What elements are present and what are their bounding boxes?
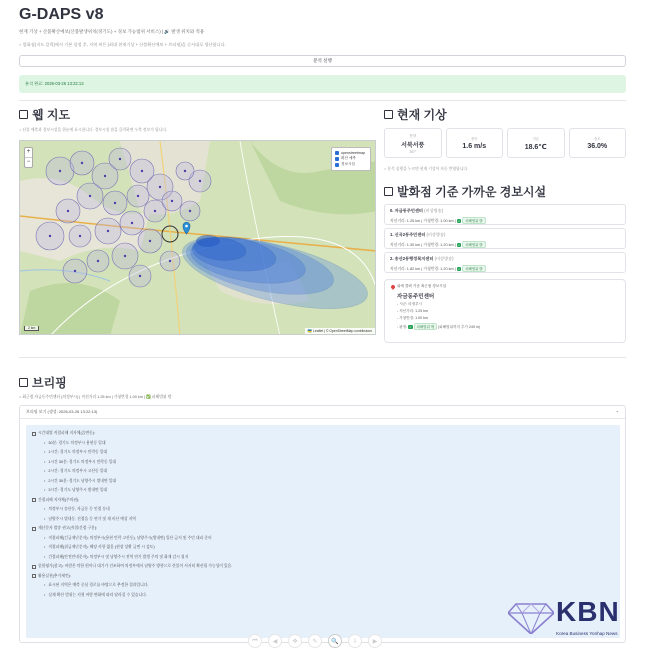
facility-marker[interactable] [59, 170, 61, 172]
popup-line: - 시군: 의정부시 [397, 302, 423, 306]
map-scale-bar: 2 km [24, 326, 39, 331]
facility-marker[interactable] [49, 235, 51, 237]
briefing-item: • 직접피해(긴급재난문자): 의정부시(용현 민락 고산동), 남양주시(별내면) 입산 금지 및 주민 대피 준비 [44, 536, 614, 541]
facility-item[interactable] [384, 204, 626, 225]
briefing-section-title-text: 브리핑 [32, 376, 67, 390]
briefing-item: • 1시간 30분: 경기도 의정부시 민락동 일대 [44, 460, 614, 465]
card-value: 1.6 m/s [462, 143, 487, 150]
chat-icon[interactable]: ✎ [308, 634, 322, 648]
facility-status: 피해범위 밖 [462, 241, 485, 248]
facility-marker[interactable] [114, 202, 116, 204]
divider [19, 357, 626, 358]
facility-marker[interactable] [184, 170, 186, 172]
facility-details: 직선거리: 1.25 km | 가청반경: 1.00 km | ✓ 피해범위 밖 [390, 217, 620, 224]
briefing-item: • 표시된 지역은 예측 중심 경로를 바탕으로 추정한 결과입니다. [44, 583, 614, 588]
map-section-title-text: 웹 지도 [32, 108, 71, 122]
app-caption: ○ 발화점(지도 클릭)에서 기본 설정 후, 지역 버튼 (최대 현재기상 + 산불확산예보 + 브리핑)을 순서대로 생산합니다. [19, 42, 226, 47]
facility-name-text: 1. 신곡2동주민센터 [390, 232, 426, 237]
app-subtitle: 현재 기상 + 산불확산예보(산불발생위치(경기도) + 경보 가능범위 서비스) | 🔊 발생 위치와 적용 [19, 29, 205, 34]
kbn-logo-text: KBN [556, 596, 620, 627]
facility-details: 직선거리: 1.30 km | 가청반경: 1.20 km | ✓ 피해범위 밖 [390, 241, 620, 248]
bottom-toolbar [248, 634, 382, 652]
next-icon[interactable]: ▶ [368, 634, 382, 648]
nearest-facility-popup [384, 279, 626, 343]
facility-range: 가청반경: 1.00 km [423, 219, 454, 223]
card-subvalue: 297° [409, 149, 417, 154]
web-map[interactable] [19, 140, 376, 335]
checkbox-icon [32, 527, 36, 531]
facility-marker[interactable] [159, 186, 161, 188]
facility-marker[interactable] [79, 235, 81, 237]
popup-line: - 가청반경: 1.00 km [397, 316, 428, 320]
briefing-section-heading [32, 431, 614, 436]
check-icon: ✓ [457, 219, 461, 223]
briefing-heading-text: 종합평가(참고): 바람은 약한 편이나 대기가 건조하여 의정부에서 남양주 방향으로 산불이 서서히 확산될 가능성이 있음. [38, 564, 233, 568]
facility-status: 피해범위 밖 [462, 217, 485, 224]
checkbox-icon [32, 432, 36, 436]
facility-name [390, 232, 620, 238]
popup-status-note: (피해범위까지 추가 249 m) [437, 325, 481, 329]
briefing-heading-text: 활용실천(추가제언): [38, 573, 71, 578]
map-pin-icon [390, 284, 396, 290]
pointer-icon[interactable]: ✥ [288, 634, 302, 648]
briefing-item: • 간접피해(안전안내문자): 의정부시 및 남양주시 전역 연기 발생 주의 및 화재 감시 철저 [44, 555, 614, 560]
checkbox-icon [19, 110, 28, 119]
run-analysis-button[interactable]: 분석 실행 [19, 55, 626, 67]
map-section-title [19, 106, 70, 123]
facility-marker[interactable] [107, 230, 109, 232]
spread-polygon-30m [196, 235, 220, 247]
briefing-heading-text: 간접피해 지자체(주의권): [38, 497, 80, 502]
checkbox-icon[interactable] [335, 151, 339, 155]
facility-item[interactable] [384, 228, 626, 249]
facility-marker[interactable] [169, 260, 171, 262]
facility-marker[interactable] [137, 195, 139, 197]
briefing-section-title [19, 374, 67, 391]
briefing-heading-text: 재난문자 발송 권고(직접/간접 구분): [38, 526, 98, 530]
layer-item[interactable] [335, 156, 367, 161]
briefing-item: • 남양주시 별내동, 진접읍 등 연기 및 재 비산 예상 지역 [44, 517, 614, 522]
first-page-icon[interactable]: ⏮ [248, 634, 262, 648]
briefing-heading-text: 시간대별 직접피해 지자체(읍면동): [38, 431, 96, 435]
facility-marker[interactable] [139, 275, 141, 277]
weather-caption: ○ 분석 실행을 누르면 현재 기상이 자동 반영됩니다. [384, 167, 469, 171]
expander-header-label: 브리핑 보기 (생성: 2026-03-26 13:22:13) [26, 409, 98, 414]
layer-label: 경보시설 [341, 162, 355, 166]
layer-label: 확산 예측 [341, 156, 356, 160]
briefing-section-heading [32, 526, 614, 531]
facility-name [390, 256, 620, 262]
popup-status-prefix: - 판정: [397, 325, 408, 329]
weather-cards [384, 128, 626, 158]
briefing-item: • 의정부시 송산동, 자금동 등 인접 동네 [44, 507, 614, 512]
popup-line: - 직선거리: 1.25 km [397, 309, 428, 313]
facility-marker[interactable] [199, 180, 201, 182]
facility-name-text: 2. 송산2동행정복지센터 [390, 256, 434, 261]
check-icon: ✓ [457, 267, 461, 271]
briefing-section-heading [32, 564, 614, 569]
facility-name-text: 0. 자금동주민센터 [390, 208, 423, 213]
briefing-item: • 1시간: 경기도 의정부시 민락동 일대 [44, 450, 614, 455]
kbn-logo-subtext: Korea Business Yonhap News [556, 631, 618, 636]
facility-marker[interactable] [124, 255, 126, 257]
check-icon: ✓ [409, 325, 412, 329]
layer-label: openstreetmap [341, 151, 365, 155]
layer-item[interactable] [335, 151, 367, 155]
facility-name [390, 208, 620, 214]
facility-marker[interactable] [74, 270, 76, 272]
diamond-logo-icon [508, 600, 554, 634]
wind-direction-card [384, 128, 442, 158]
facility-details: 직선거리: 1.82 km | 가청반경: 1.20 km | ✓ 피해범위 밖 [390, 265, 620, 272]
layer-control [331, 147, 371, 171]
facility-marker[interactable] [154, 210, 156, 212]
checkbox-icon [19, 378, 28, 387]
card-value: 18.6℃ [524, 143, 547, 151]
popup-header-text: 위에 클릭 기준 최근접 경보시설 [397, 284, 447, 288]
card-label: 기온 [532, 136, 540, 141]
briefing-section-heading [32, 498, 614, 503]
facility-marker[interactable] [104, 175, 106, 177]
facility-type: (비상방송) [426, 232, 446, 237]
weather-section-title-text: 현재 기상 [397, 108, 447, 122]
facility-marker[interactable] [67, 210, 69, 212]
briefing-item: • 직접피해(위급재난문자): 해당 사항 없음 (현장 상황 급변 시 검토) [44, 545, 614, 550]
popup-header [391, 284, 619, 289]
facility-item[interactable] [384, 252, 626, 273]
check-icon: ✓ [457, 243, 461, 247]
zoom-control [24, 147, 33, 168]
facility-range: 가청반경: 1.20 km [423, 243, 454, 247]
facility-type: (비상방송) [434, 256, 454, 261]
briefing-item: • 30분: 경기도 의정부시 용현동 일대 [44, 441, 614, 446]
facility-marker[interactable] [119, 158, 121, 160]
briefing-item: • 2시간: 경기도 의정부시 고산동 일대 [44, 469, 614, 474]
facility-status: 피해범위 밖 [462, 265, 485, 272]
popup-status-line [397, 323, 619, 330]
wind-speed-card [446, 128, 504, 158]
briefing-item: • 2시간 30분: 경기도 남양주시 별내면 일대 [44, 479, 614, 484]
facility-marker[interactable] [131, 222, 133, 224]
expander-header[interactable] [20, 406, 625, 419]
briefing-item: • 실제 확산 범위는 지형 바람 변화에 따라 달라질 수 있습니다. [44, 593, 614, 598]
download-icon[interactable]: ⇩ [348, 634, 362, 648]
checkbox-icon [32, 498, 36, 502]
kbn-logo [508, 598, 638, 640]
facility-distance: 직선거리: 1.25 km [390, 219, 421, 223]
zoom-out-button[interactable]: − [26, 159, 31, 165]
facility-marker[interactable] [97, 260, 99, 262]
success-message: 분석 완료: 2026-03-26 13:22:13 [19, 75, 626, 93]
map-attribution[interactable]: 🇺🇦 Leaflet | © OpenStreetMap contributors [305, 328, 375, 334]
divider [19, 100, 626, 101]
checkbox-icon [384, 110, 393, 119]
checkbox-icon[interactable] [335, 163, 339, 167]
facility-distance: 직선거리: 1.82 km [390, 267, 421, 271]
checkbox-icon [32, 565, 36, 569]
checkbox-icon[interactable] [335, 157, 339, 161]
zoom-in-button[interactable]: + [25, 148, 32, 158]
checkbox-icon [32, 574, 36, 578]
facility-range: 가청반경: 1.20 km [423, 267, 454, 271]
briefing-section-heading [32, 574, 614, 579]
briefing-caption: ○ 최근접 자금동주민센터 (의정부시) | 직선거리 1.25 km | 가청반경 1.00 km | ✅ 피해범위 밖 [19, 395, 172, 399]
facility-marker[interactable] [81, 162, 83, 164]
card-label: 습도 [593, 137, 601, 141]
card-label: 풍속 [470, 137, 478, 141]
card-value: 서북서풍 [401, 142, 425, 149]
card-label: 풍향 [409, 133, 417, 138]
weather-section-title [384, 106, 447, 123]
map-caption: ○ 산불 예측과 경보시설을 한눈에 표시합니다. 경보시설 점을 클릭하면 우측 정보가 됩니다. [19, 128, 168, 132]
ignition-pin-dot [185, 225, 188, 228]
briefing-item: • 3시간: 경기도 남양주시 별내면 일대 [44, 488, 614, 493]
checkbox-icon [384, 187, 393, 196]
card-value: 36.0% [587, 143, 608, 150]
zoom-icon[interactable]: 🔍 [328, 634, 342, 648]
facilities-section-title [384, 183, 546, 200]
humidity-card [569, 128, 627, 158]
facility-marker[interactable] [149, 240, 151, 242]
temperature-card [507, 128, 565, 158]
facility-distance: 직선거리: 1.30 km [390, 243, 421, 247]
prev-icon[interactable]: ◀ [268, 634, 282, 648]
facility-marker[interactable] [189, 210, 191, 212]
chevron-up-icon[interactable]: ⌃ [615, 409, 619, 415]
popup-title: 자금동주민센터 [397, 294, 435, 300]
popup-status: 피해범위 밖 [414, 323, 437, 330]
app-title: G-DAPS v8 [19, 6, 104, 23]
facility-marker[interactable] [141, 170, 143, 172]
layer-item[interactable] [335, 162, 367, 167]
facility-marker[interactable] [171, 200, 173, 202]
facilities-section-title-text: 발화점 기준 가까운 경보시설 [397, 185, 547, 199]
facility-type: (비상방송) [424, 208, 444, 213]
map-canvas[interactable] [20, 141, 376, 335]
facility-marker[interactable] [89, 195, 91, 197]
